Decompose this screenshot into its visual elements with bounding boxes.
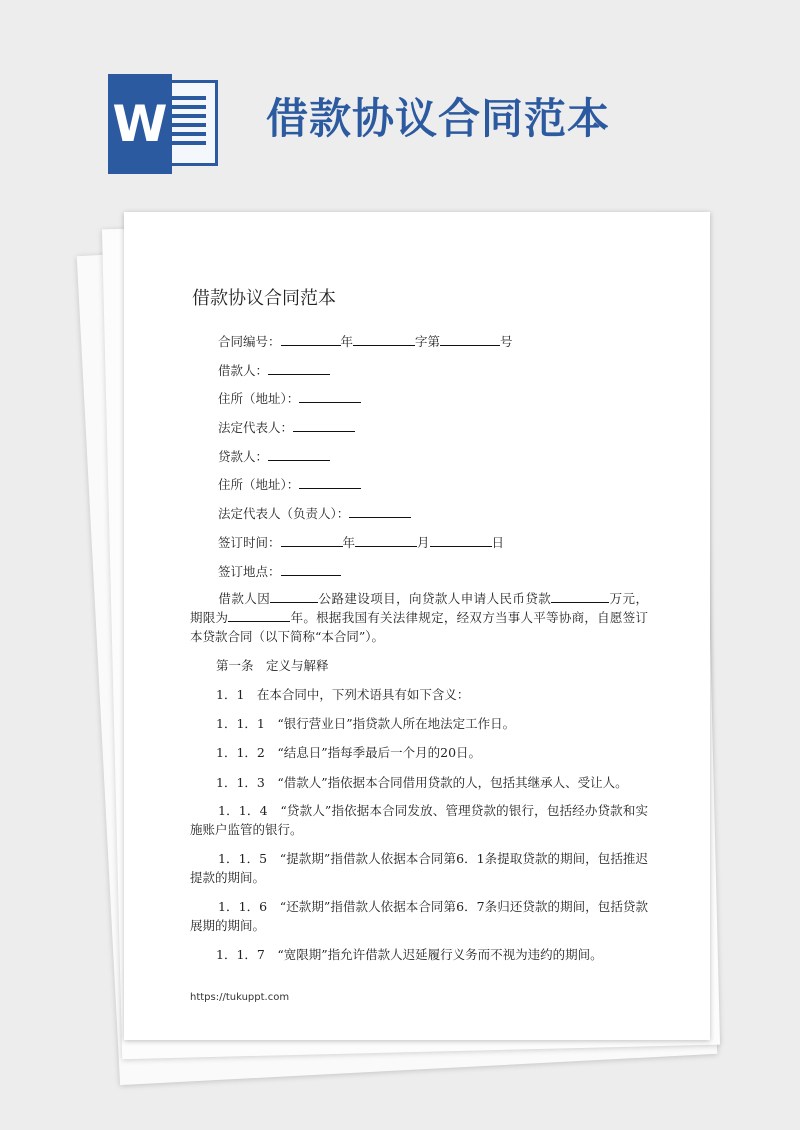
clause-1-1: 1．1 在本合同中，下列术语具有如下含义： bbox=[216, 687, 470, 702]
clause-1-1-6: 1．1．6 “还款期”指借款人依据本合同第6．7条归还贷款的期间，包括贷款展期的期间。 bbox=[190, 899, 648, 933]
document-title: 借款协议合同范本 bbox=[192, 288, 336, 309]
document-page bbox=[124, 212, 710, 1040]
borrower-address-line: 住所（地址）： bbox=[218, 389, 361, 407]
clause-1-1-7: 1．1．7 “宽限期”指允许借款人迟延履行义务而不视为违约的期间。 bbox=[216, 947, 603, 962]
borrower-line: 借款人： bbox=[218, 361, 330, 379]
lender-address-line: 住所（地址）： bbox=[218, 475, 361, 493]
clause-1-1-4: 1．1．4 “贷款人”指依据本合同发放、管理贷款的银行，包括经办贷款和实施账户监管的银行。 bbox=[190, 803, 648, 837]
clause-1-1-5: 1．1．5 “提款期”指借款人依据本合同第6．1条提取贷款的期间，包括推迟提款的期间。 bbox=[190, 851, 648, 885]
word-logo-icon bbox=[108, 74, 220, 170]
clause-1-1-1: 1．1．1 “银行营业日”指贷款人所在地法定工作日。 bbox=[216, 716, 516, 731]
word-logo-letter: W bbox=[108, 74, 172, 174]
clause-1-1-3: 1．1．3 “借款人”指依据本合同借用贷款的人，包括其继承人、受让人。 bbox=[216, 775, 628, 790]
sign-time-line: 签订时间： 年 月 日 bbox=[218, 535, 505, 550]
intro-paragraph: 借款人因 公路建设项目，向贷款人申请人民币贷款 万元，期限为 年。根据我国有关法律规定，经双方当事人平等协商，自愿签订本贷款合同（以下简称“本合同”）。 bbox=[190, 591, 648, 644]
sign-place-line: 签订地点： bbox=[218, 562, 341, 580]
article-one-heading: 第一条 定义与解释 bbox=[216, 658, 329, 673]
banner-title: 借款协议合同范本 bbox=[266, 94, 611, 143]
contract-number-line: 合同编号： 年 字第 号 bbox=[218, 334, 513, 349]
borrower-representative-line: 法定代表人： bbox=[218, 418, 355, 436]
footer-url[interactable]: https://tukuppt.com bbox=[190, 992, 290, 1003]
clause-1-1-2: 1．1．2 “结息日”指每季最后一个月的20日。 bbox=[216, 745, 482, 760]
word-logo-lines bbox=[170, 96, 206, 150]
lender-representative-line: 法定代表人（负责人）： bbox=[218, 504, 411, 522]
lender-line: 贷款人： bbox=[218, 447, 330, 465]
